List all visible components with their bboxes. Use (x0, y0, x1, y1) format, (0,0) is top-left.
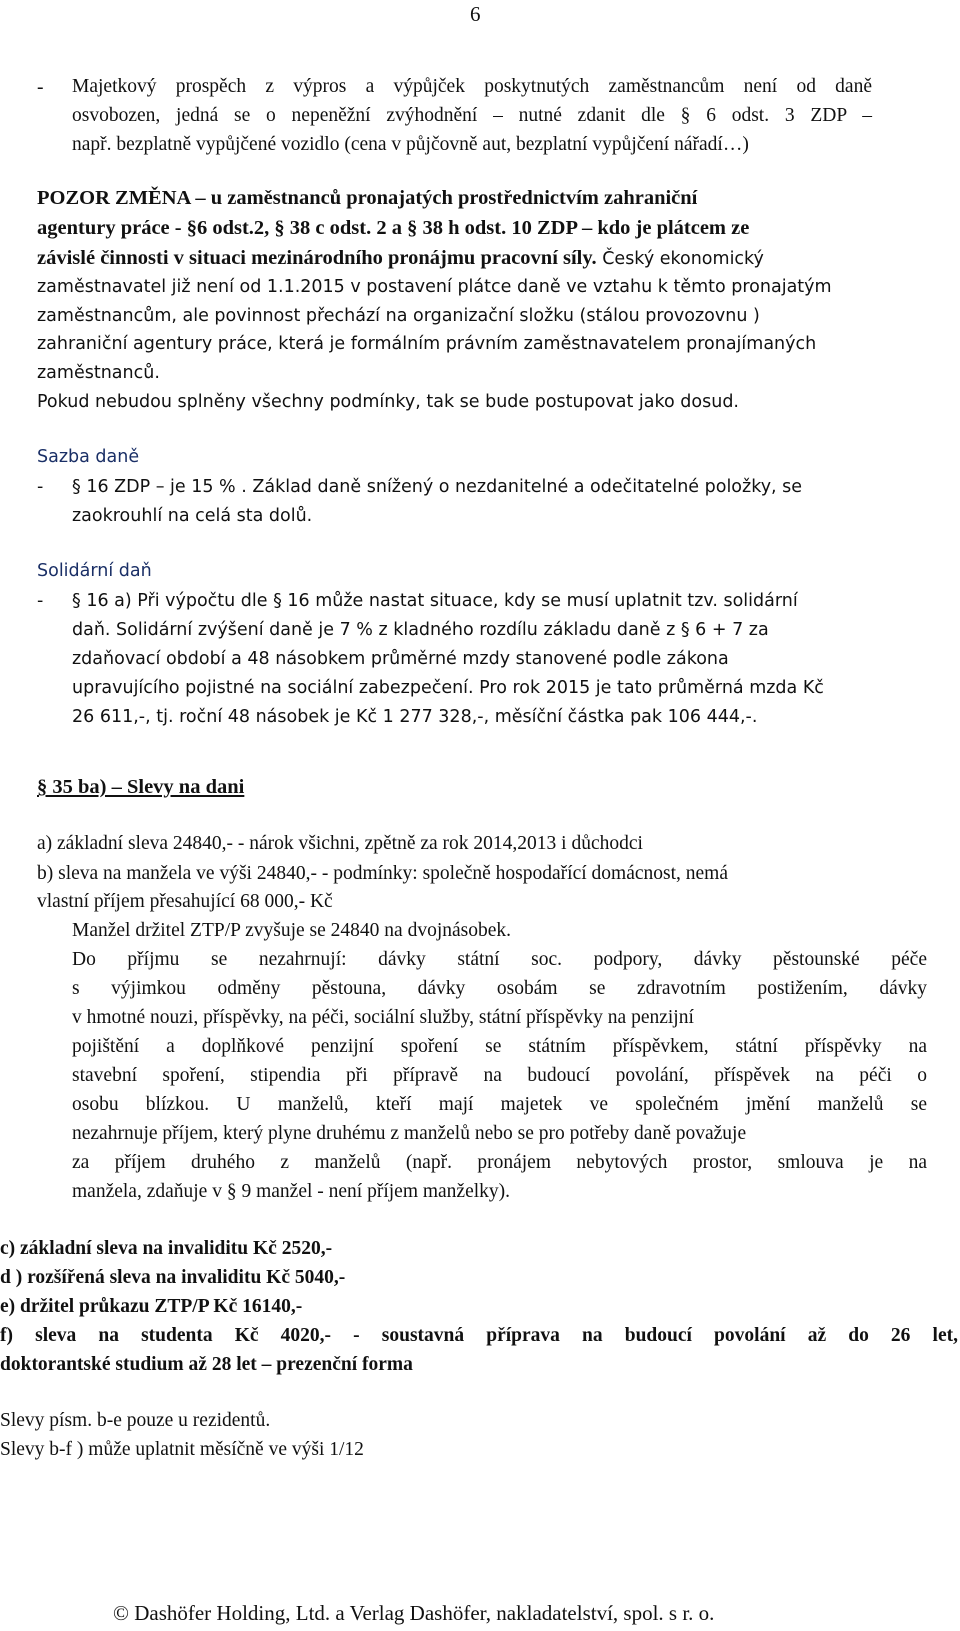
pozor-text: zaměstnavatel již není od 1.1.2015 v postavení plátce daně ve vztahu k těmto pronajatým (37, 277, 832, 297)
section-heading: § 35 ba) – Slevy na dani (37, 776, 245, 798)
text-line: upravujícího pojistné na sociální zabezpečení. Pro rok 2015 je tato průměrná mzda Kč (72, 678, 824, 698)
list-item: e) držitel průkazu ZTP/P Kč 16140,- (0, 1296, 303, 1317)
text-line: a) základní sleva 24840,- - nárok všichni, zpětně za rok 2014,2013 i důchodci (37, 833, 643, 854)
section-heading: Solidární daň (37, 561, 152, 581)
bullet-dash: - (37, 591, 44, 611)
list-item: d ) rozšířená sleva na invaliditu Kč 5040,- (0, 1267, 346, 1288)
list-item: c) základní sleva na invaliditu Kč 2520,- (0, 1238, 333, 1259)
footer-copyright: © Dashöfer Holding, Ltd. a Verlag Dashöfer, nakladatelství, spol. s r. o. (113, 1601, 715, 1625)
text-line: daň. Solidární zvýšení daně je 7 % z kladného rozdílu základu daně z § 6 + 7 za (72, 620, 769, 640)
page-number: 6 (470, 2, 481, 26)
text-line: stavební spoření, stipendia při přípravě na budoucí povolání, příspěvek na péči o (72, 1065, 927, 1086)
text-line: Majetkový prospěch z výpros a výpůjček poskytnutých zaměstnancům není od daně (72, 76, 872, 97)
text-line: pojištění a doplňkové penzijní spoření se státním příspěvkem, státní příspěvky na (72, 1036, 927, 1057)
text-line: vlastní příjem přesahující 68 000,- Kč (37, 891, 333, 912)
text-line: § 16 a) Při výpočtu dle § 16 může nastat situace, kdy se musí uplatnit tzv. solidární (72, 591, 798, 611)
list-item: f) sleva na studenta Kč 4020,- - soustavná příprava na budoucí povolání až do 26 let, (0, 1325, 958, 1346)
text-line: nezahrnuje příjem, který plyne druhému z manželů nebo se pro potřeby daně považuje (72, 1123, 747, 1144)
list-item: doktorantské studium až 28 let – prezenční forma (0, 1354, 413, 1375)
text-line: v hmotné nouzi, příspěvky, na péči, sociální služby, státní příspěvky na penzijní (72, 1007, 694, 1028)
pozor-bold-text: závislé činnosti v situaci mezinárodního pronájmu pracovní síly. (37, 247, 597, 269)
note-line: Slevy písm. b-e pouze u rezidentů. (0, 1410, 271, 1431)
text-line: Manžel držitel ZTP/P zvyšuje se 24840 na dvojnásobek. (72, 920, 512, 941)
pozor-text: Pokud nebudou splněny všechny podmínky, tak se bude postupovat jako dosud. (37, 392, 739, 412)
pozor-heading-line: agentury práce - §6 odst.2, § 38 c odst. 2 a § 38 h odst. 10 ZDP – kdo je plátcem ze (37, 217, 750, 239)
text-line: manžela, zdaňuje v § 9 manžel - není příjem manželky). (72, 1181, 511, 1202)
text-line: zdaňovací období a 48 násobkem průměrné mzdy stanovené podle zákona (72, 649, 729, 669)
text-line: za příjem druhého z manželů (např. pronájem nebytových prostor, smlouva je na (72, 1152, 927, 1173)
text-line: § 16 ZDP – je 15 % . Základ daně snížený o nezdanitelné a odečitatelné položky, se (72, 477, 803, 497)
text-line: Do příjmu se nezahrnují: dávky státní soc. podpory, dávky pěstounské péče (72, 949, 927, 970)
text-line: s výjimkou odměny pěstouna, dávky osobám se zdravotním postižením, dávky (72, 978, 927, 999)
pozor-heading-line: POZOR ZMĚNA – u zaměstnanců pronajatých prostřednictvím zahraniční (37, 187, 698, 209)
text-line: zaokrouhlí na celá sta dolů. (72, 506, 313, 526)
text-line: b) sleva na manžela ve výši 24840,- - podmínky: společně hospodařící domácnost, nemá (37, 863, 728, 884)
text-line: osobu blízkou. U manželů, kteří mají majetek ve společném jmění manželů se (72, 1094, 927, 1115)
text-line: např. bezplatně vypůjčené vozidlo (cena v půjčovně aut, bezplatní vypůjčení nářadí…) (72, 134, 749, 155)
note-line: Slevy b-f ) může uplatnit měsíčně ve výši 1/12 (0, 1439, 364, 1460)
pozor-text: zaměstnanců. (37, 363, 160, 383)
section-heading: Sazba daně (37, 447, 140, 467)
text-line: 26 611,-, tj. roční 48 násobek je Kč 1 277 328,-, měsíční částka pak 106 444,-. (72, 707, 758, 727)
pozor-text: zaměstnancům, ale povinnost přechází na organizační složku (stálou provozovnu ) (37, 306, 760, 326)
bullet-dash: - (37, 477, 44, 497)
pozor-text: Český ekonomický (596, 249, 764, 269)
text-line: osvobozen, jedná se o nepeněžní zvýhodnění – nutné zdanit dle § 6 odst. 3 ZDP – (72, 105, 872, 126)
bullet-dash: - (37, 77, 44, 98)
pozor-text: zahraniční agentury práce, která je formálním právním zaměstnavatelem pronajímaných (37, 334, 817, 354)
